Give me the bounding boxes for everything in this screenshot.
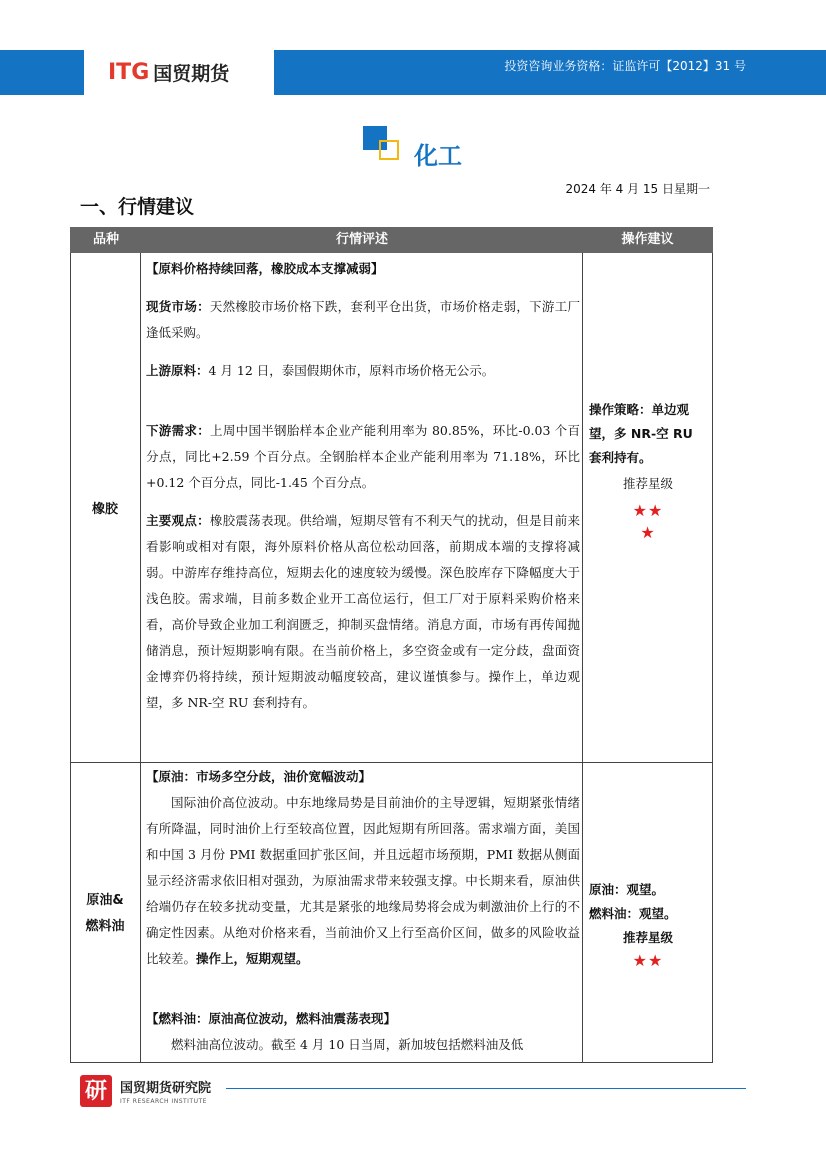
header-band-right <box>274 50 826 95</box>
page-title: 化工 <box>414 142 462 170</box>
rubber-strategy: 操作策略：单边观望，多 NR-空 RU 套利持有。 <box>589 402 693 465</box>
oil-conclusion: 操作上，短期观望。 <box>196 951 309 966</box>
fuel-headline: 【燃料油：原油高位波动，燃料油震荡表现】 <box>146 1011 397 1026</box>
variety-oil-line2: 燃料油 <box>85 919 125 934</box>
rubber-rating-label: 推荐星级 <box>622 476 673 491</box>
logo-cn: 国贸期货 <box>153 63 230 85</box>
oil-advice-crude: 原油：观望。 <box>589 882 665 897</box>
header-variety: 品种 <box>92 232 119 247</box>
rubber-stars: ★★★ <box>632 501 664 542</box>
report-date: 2024 年 4 月 15 日星期一 <box>565 182 710 196</box>
company-logo <box>84 50 274 95</box>
variety-oil <box>70 888 140 940</box>
footer-divider <box>226 1088 746 1089</box>
rubber-downstream: 下游需求：上周中国半钢胎样本企业产能利用率为 80.85%，环比-0.03 个百分点，同比+2.59 个百分点。全钢胎样本企业产能利用率为 71.18%，环比+0.12 个百分点，同比-1.45 个百分点。 <box>146 423 580 490</box>
table-row-divider <box>70 762 713 763</box>
oil-advice-fuel: 燃料油：观望。 <box>589 906 677 921</box>
oil-text: 国际油价高位波动。中东地缘局势是目前油价的主导逻辑，短期紧张情绪有所降温，同时油价上行至较高位置，因此短期有所回落。需求端方面，美国和中国 3 月份 PMI 数据重回扩张区间，并且远超市场预期，PMI 数据从侧面显示经济需求依旧相对强劲，为原油需求带来较强支撑。中长期来看，原油供给端仍存在较多扰动变量，尤其是紧张的地缘局势将会成为刺激油价上行的不确定性因素。从绝对价格来看，当前油价又上行至高价区间，做多的风险收益比较差。操作上，短期观望。 <box>146 795 580 966</box>
variety-oil-line1: 原油& <box>86 893 124 908</box>
oil-rating-label: 推荐星级 <box>622 930 673 945</box>
rubber-headline: 【原料价格持续回落，橡胶成本支撑减弱】 <box>146 261 384 276</box>
footer-name-en: ITF RESEARCH INSTITUTE <box>120 1098 207 1105</box>
table-header-row <box>70 227 713 253</box>
rubber-view: 主要观点：橡胶震荡表现。供给端，短期尽管有不利天气的扰动，但是目前来看影响或相对有限，海外原料价格从高位松动回落，前期成本端的支撑将减弱。中游库存维持高位，短期去化的速度较为缓慢。深色胶库存下降幅度大于浅色胶。需求端，目前多数企业开工高位运行，但工厂对于原料采购价格来看，高价导致企业加工利润匮乏，抑制买盘情绪。消息方面，市场有再传闻抛储消息，预计短期影响有限。在当前价格上，多空资金或有一定分歧，盘面资金博弈仍将持续，预计短期波动幅度较高，建议谨慎参与。操作上，单边观望，多 NR-空 RU 套利持有。 <box>146 513 580 710</box>
logo-itg: ITG <box>108 60 150 85</box>
table-divider-2 <box>582 253 583 1062</box>
rubber-upstream: 上游原料：4 月 12 日，泰国假期休市，原料市场价格无公示。 <box>146 363 495 378</box>
rubber-advice <box>589 398 707 544</box>
header-advice: 操作建议 <box>621 232 674 247</box>
section-heading: 一、行情建议 <box>80 196 195 218</box>
footer-name-cn: 国贸期货研究院 <box>120 1081 212 1096</box>
title-square-icon <box>363 126 403 166</box>
header-band-left <box>0 50 84 95</box>
table-border-right <box>712 253 713 1062</box>
variety-rubber: 橡胶 <box>91 502 118 517</box>
rubber-spot: 现货市场：天然橡胶市场价格下跌，套利平仓出货，市场价格走弱，下游工厂逢低采购。 <box>146 299 580 340</box>
research-seal-icon: 研 <box>80 1075 112 1107</box>
footer-logo <box>80 1075 211 1107</box>
fuel-text: 燃料油高位波动。截至 4 月 10 日当周，新加坡包括燃料油及低 <box>171 1037 524 1052</box>
license-text: 投资咨询业务资格：证监许可【2012】31 号 <box>504 59 746 73</box>
header-commentary: 行情评述 <box>335 232 388 247</box>
table-border-bottom <box>70 1062 713 1063</box>
oil-stars: ★★ <box>632 951 664 970</box>
table-border-left <box>70 253 71 1062</box>
oil-headline: 【原油：市场多空分歧，油价宽幅波动】 <box>146 769 372 784</box>
oil-commentary <box>146 764 580 1058</box>
oil-advice <box>589 878 707 972</box>
rubber-commentary <box>146 256 580 716</box>
table-divider-1 <box>140 253 141 1062</box>
